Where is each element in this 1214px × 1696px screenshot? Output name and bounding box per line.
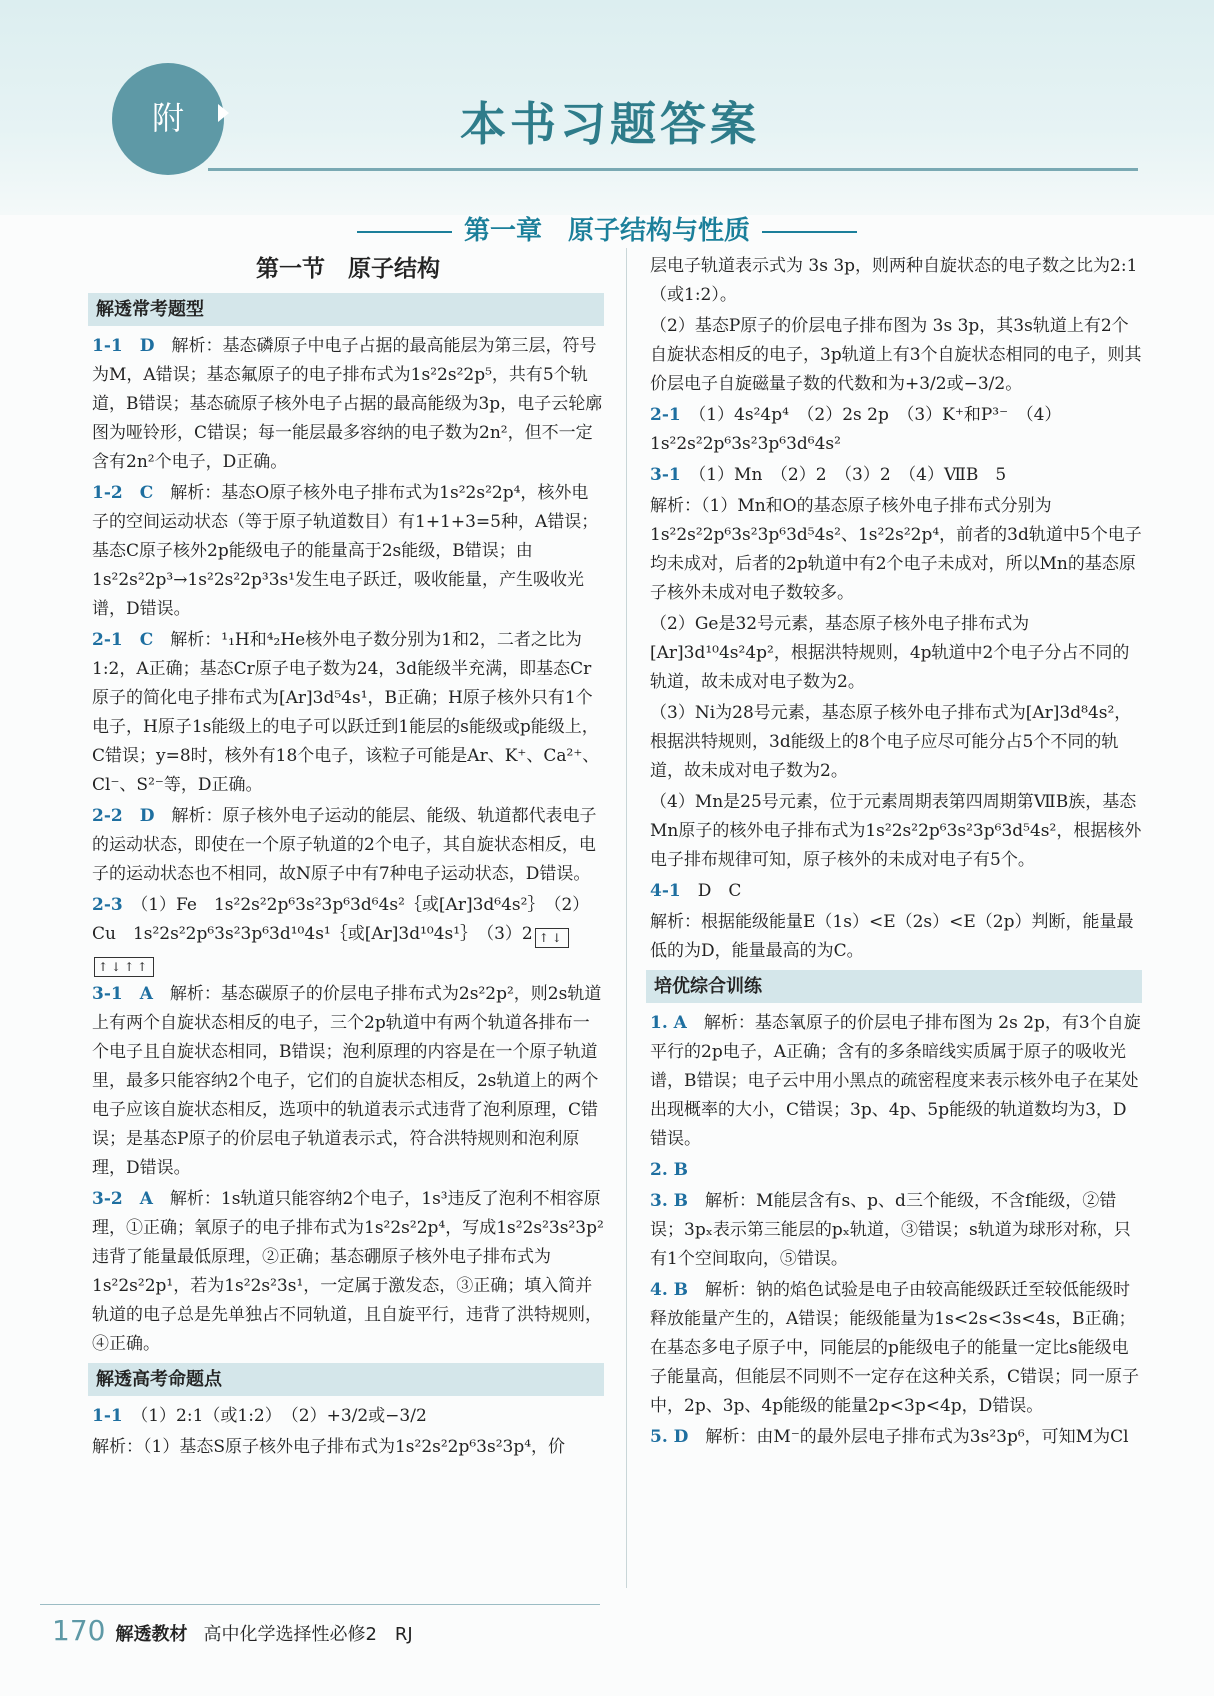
answer-item bbox=[650, 461, 1142, 490]
answer-number: 3-2 A bbox=[92, 1189, 153, 1209]
chapter-heading bbox=[0, 210, 1214, 247]
answer-number: 1. A bbox=[650, 1013, 687, 1033]
answer-item bbox=[650, 252, 1142, 310]
answer-text: 解析：（1）Mn和O的基态原子核外电子排布式分别为1s²2s²2p⁶3s²3p⁶3d⁵4s²、1s²2s²2p⁴，前者的3d轨道中5个电子均未成对，后者的2p轨道中有2个电子未成对，所以Mn的基态原子核外未成对电子数较多。 bbox=[650, 496, 1142, 603]
answer-text: 解析：基态碳原子的价层电子排布式为2s²2p²，则2s轨道上有两个自旋状态相反的电子，三个2p轨道中有两个轨道各排布一个电子且自旋状态相同，B错误；泡利原理的内容是在一个原子轨道里，最多只能容纳2个电子，它们的自旋状态相反，2s轨道上的两个电子应该自旋状态相反，选项中的轨道表示式违背了泡利原理，C错误；是基态P原子的价层电子轨道表示式，符合洪特规则和泡利原理，D错误。 bbox=[92, 984, 602, 1178]
appendix-badge bbox=[112, 63, 224, 175]
answer-number: 1-1 bbox=[92, 1406, 123, 1426]
answer-item bbox=[92, 626, 604, 800]
answer-text: 解析：基态氧原子的价层电子排布图为 2s 2p，有3个自旋平行的2p电子，A正确；含有的多条暗线实质属于原子的吸收光谱，B错误；电子云中用小黑点的疏密程度来表示核外电子在某处出现概率的大小，C错误；3p、4p、5p能级的轨道数均为3，D错误。 bbox=[650, 1013, 1141, 1149]
answer-number: 1-2 C bbox=[92, 483, 154, 503]
answer-text: （4）Mn是25号元素，位于元素周期表第四周期第ⅦB族，基态Mn原子的核外电子排布式为1s²2s²2p⁶3s²3p⁶3d⁵4s²，根据核外电子排布规律可知，原子核外的未成对电子有5个。 bbox=[650, 792, 1142, 870]
answer-item bbox=[650, 1276, 1142, 1421]
answer-item bbox=[92, 479, 604, 624]
left-column bbox=[92, 252, 604, 1464]
answer-item bbox=[650, 699, 1142, 786]
chapter-dash-right bbox=[762, 231, 857, 233]
answer-item bbox=[650, 1423, 1142, 1452]
section-band-training: 培优综合训练 bbox=[646, 970, 1142, 1003]
orbital-box: ↑↓ bbox=[535, 928, 569, 948]
title-divider bbox=[208, 168, 1138, 171]
section-band-exam: 解透高考命题点 bbox=[88, 1363, 604, 1396]
answer-number: 2-2 D bbox=[92, 806, 155, 826]
answer-item bbox=[92, 802, 604, 889]
answer-number: 3-1 bbox=[650, 465, 681, 485]
answer-number: 3. B bbox=[650, 1191, 689, 1211]
answer-item bbox=[650, 1009, 1142, 1154]
answer-item bbox=[92, 891, 604, 978]
right-column bbox=[650, 252, 1142, 1454]
answer-text: （1）2:1（或1:2） （2）+3/2或−3/2 bbox=[139, 1406, 427, 1426]
book-title: 解透教材 bbox=[115, 1624, 188, 1645]
answer-item bbox=[650, 492, 1142, 608]
section-title: 第一节 原子结构 bbox=[256, 255, 440, 282]
answer-text: （2）基态P原子的价层电子排布图为 3s 3p，其3s轨道上有2个自旋状态相反的电子，3p轨道上有3个自旋状态相同的电子，则其价层电子自旋磁量子数的代数和为+3/2或−3/2。 bbox=[650, 316, 1142, 394]
book-subject: 高中化学选择性必修2 RJ bbox=[203, 1624, 413, 1645]
answer-number: 1-1 D bbox=[92, 336, 155, 356]
column-divider bbox=[626, 248, 627, 1588]
page-footer bbox=[52, 1614, 413, 1647]
answer-text: 解析：1s轨道只能容纳2个电子，1s³违反了泡利不相容原理，①正确；氧原子的电子排布式为1s²2s²2p⁴，写成1s²2s²3s²3p²违背了能量最低原理，②正确；基态硼原子核外电子排布式为1s²2s²2p¹，若为1s²2s²3s¹，一定属于激发态，③正确；填入简并轨道的电子总是先单独占不同轨道，且自旋平行，违背了洪特规则，④正确。 bbox=[92, 1189, 604, 1354]
page-title: 本书习题答案 bbox=[460, 97, 760, 151]
answer-item bbox=[650, 1156, 1142, 1185]
answer-text: （1）Fe 1s²2s²2p⁶3s²3p⁶3d⁶4s²｛或[Ar]3d⁶4s²｝ （2）Cu 1s²2s²2p⁶3s²3p⁶3d¹⁰4s¹｛或[Ar]3d¹⁰4s¹｝ （3）2 bbox=[92, 895, 590, 944]
appendix-label: 附 bbox=[152, 99, 185, 137]
chapter-title: 第一章 原子结构与性质 bbox=[463, 216, 750, 246]
answer-item bbox=[650, 908, 1142, 966]
answer-item bbox=[92, 1402, 604, 1431]
answer-item bbox=[650, 877, 1142, 906]
answer-number: 4. B bbox=[650, 1280, 689, 1300]
answer-item bbox=[92, 980, 604, 1183]
answer-text: 解析：¹₁H和⁴₂He核外电子数分别为1和2，二者之比为1:2，A正确；基态Cr原子电子数为24，3d能级半充满，即基态Cr原子的简化电子排布式为[Ar]3d⁵4s¹，B正确；H原子核外只有1个电子，H原子1s能级上的电子可以跃迁到1能层的s能级或p能级上，C错误；y=8时，核外有18个电子，该粒子可能是Ar、K⁺、Ca²⁺、Cl⁻、S²⁻等，D正确。 bbox=[92, 630, 600, 795]
answer-item bbox=[650, 610, 1142, 697]
answer-item bbox=[650, 401, 1142, 459]
answer-text: 层电子轨道表示式为 3s 3p，则两种自旋状态的电子数之比为2:1（或1:2）。 bbox=[650, 256, 1138, 305]
section-band-common: 解透常考题型 bbox=[88, 293, 604, 326]
answer-number: 4-1 bbox=[650, 881, 681, 901]
orbital-box: ↑↓↑↑ bbox=[94, 957, 154, 977]
answer-number: 3-1 A bbox=[92, 984, 153, 1004]
answer-item bbox=[92, 1185, 604, 1359]
answer-text: 解析：M能层含有s、p、d三个能级，不含f能级，②错误；3pₓ表示第三能层的pₓ轨道，③错误；s轨道为球形对称，只有1个空间取向，⑤错误。 bbox=[650, 1191, 1131, 1269]
answer-text: 解析：钠的焰色试验是电子由较高能级跃迁至较低能级时释放能量产生的，A错误；能级能量为1s<2s<3s<4s，B正确；在基态多电子原子中，同能层的p能级电子的能量一定比s能级电子能量高，但能层不同则不一定存在这种关系，C错误；同一原子中，2p、3p、4p能级的能量2p<3p<4p，D错误。 bbox=[650, 1280, 1140, 1416]
answer-text: 解析：由M⁻的最外层电子排布式为3s²3p⁶，可知M为Cl bbox=[705, 1427, 1129, 1447]
answer-item bbox=[92, 1433, 604, 1462]
answer-number: 5. D bbox=[650, 1427, 689, 1447]
answer-text: 解析：（1）基态S原子核外电子排布式为1s²2s²2p⁶3s²3p⁴，价 bbox=[92, 1437, 566, 1457]
page-number: 170 bbox=[52, 1614, 106, 1647]
answer-number: 2-3 bbox=[92, 895, 123, 915]
answer-text: （2）Ge是32号元素，基态原子核外电子排布式为[Ar]3d¹⁰4s²4p²，根据洪特规则，4p轨道中2个电子分占不同的轨道，故未成对电子数为2。 bbox=[650, 614, 1130, 692]
answer-number: 2. B bbox=[650, 1160, 689, 1180]
answer-item bbox=[650, 312, 1142, 399]
answer-text: 解析：基态磷原子中电子占据的最高能层为第三层，符号为M，A错误；基态氟原子的电子排布式为1s²2s²2p⁵，共有5个轨道，B错误；基态硫原子核外电子占据的最高能级为3p，电子云轮廓图为哑铃形，C错误；每一能层最多容纳的电子数为2n²，但不一定含有2n²个电子，D正确。 bbox=[92, 336, 603, 472]
answer-text: 解析：原子核外电子运动的能层、能级、轨道都代表电子的运动状态，即使在一个原子轨道的2个电子，其自旋状态相反，电子的运动状态也不相同，故N原子中有7种电子运动状态，D错误。 bbox=[92, 806, 597, 884]
answer-item bbox=[92, 332, 604, 477]
arrow-icon bbox=[218, 104, 229, 122]
answer-text: （3）Ni为28号元素，基态原子核外电子排布式为[Ar]3d⁸4s²，根据洪特规则，3d能级上的8个电子应尽可能分占5个不同的轨道，故未成对电子数为2。 bbox=[650, 703, 1132, 781]
answer-number: 2-1 bbox=[650, 405, 681, 425]
answer-text: 解析：基态O原子核外电子排布式为1s²2s²2p⁴，核外电子的空间运动状态（等于原子轨道数目）有1+1+3=5种，A错误；基态C原子核外2p能级电子的能量高于2s能级，B错误；由1s²2s²2p³→1s²2s²2p³3s¹发生电子跃迁，吸收能量，产生吸收光谱，D错误。 bbox=[92, 483, 599, 619]
answer-text: 解析：根据能级能量E（1s）<E（2s）<E（2p）判断，能量最低的为D，能量最高的为C。 bbox=[650, 912, 1134, 961]
answer-item bbox=[650, 788, 1142, 875]
answer-number: 2-1 C bbox=[92, 630, 154, 650]
footer-divider bbox=[40, 1604, 600, 1605]
answer-text: D C bbox=[697, 881, 742, 901]
answer-item bbox=[650, 1187, 1142, 1274]
answer-text: （1）4s²4p⁴ （2）2s 2p （3）K⁺和P³⁻ （4）1s²2s²2p⁶3s²3p⁶3d⁶4s² bbox=[650, 405, 1062, 454]
answer-text: （1）Mn （2）2 （3）2 （4）ⅦB 5 bbox=[697, 465, 1007, 485]
chapter-dash-left bbox=[357, 231, 452, 233]
